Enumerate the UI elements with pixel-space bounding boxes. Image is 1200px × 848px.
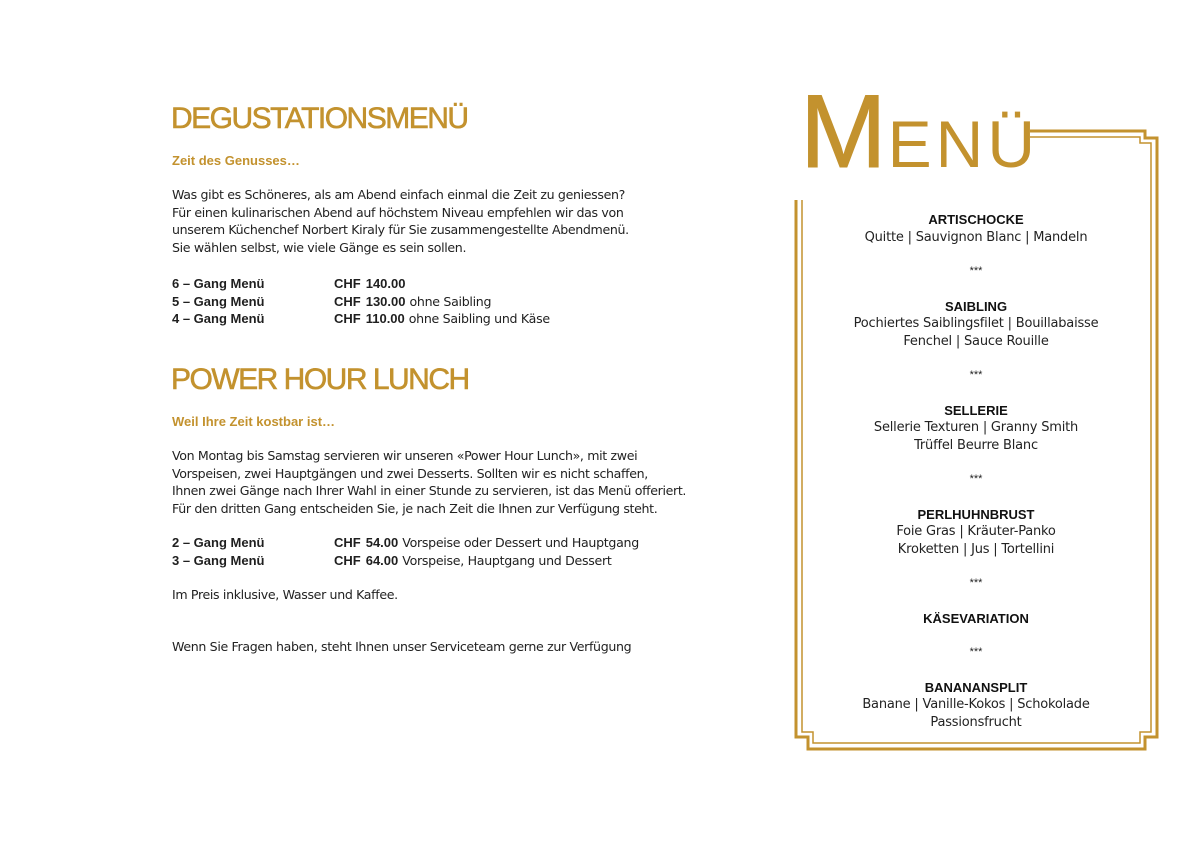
course-separator: *** [969, 646, 983, 658]
course-description: Pochiertes Saiblingsfilet | Bouillabaisse [853, 316, 1099, 331]
degustation-title: DEGUSTATIONSMENÜ [171, 102, 468, 135]
price-name: 5 – Gang Menü [172, 293, 265, 309]
paragraph-line: Für einen kulinarischen Abend auf höchstem Niveau empfehlen wir das von [172, 204, 624, 220]
paragraph-line: Ihnen zwei Gänge nach Ihrer Wahl in einer Stunde zu servieren, ist das Menü offeriert. [172, 483, 687, 499]
price-currency: CHF [334, 552, 361, 568]
price-note: ohne Saibling und Käse [408, 311, 550, 327]
paragraph-line: unserem Küchenchef Norbert Kiraly für Sie zusammengestellte Abendmenü. [172, 222, 629, 238]
course-description: Trüffel Beurre Blanc [914, 437, 1038, 453]
lunch-subtitle: Weil Ihre Zeit kostbar ist… [172, 414, 336, 429]
paragraph-line: Von Montag bis Samstag servieren wir unseren «Power Hour Lunch», mit zwei [172, 448, 638, 463]
course-separator: *** [969, 369, 983, 381]
course-item [806, 298, 1146, 351]
price-name: 2 – Gang Menü [172, 535, 265, 550]
course-name: ARTISCHOCKE [928, 212, 1024, 227]
paragraph-line: Für den dritten Gang entscheiden Sie, je nach Zeit die Ihnen zur Verfügung steht. [172, 500, 658, 516]
price-row [172, 310, 550, 328]
price-currency: CHF [334, 311, 361, 327]
questions-note [172, 638, 631, 656]
price-currency: CHF [334, 293, 361, 309]
lunch-price-list [172, 534, 639, 569]
degustation-price-list [172, 275, 550, 328]
price-row [172, 534, 639, 552]
course-item [806, 506, 1146, 559]
paragraph-line: Was gibt es Schöneres, als am Abend einfach einmal die Zeit zu geniessen? [172, 187, 625, 202]
price-row [172, 275, 550, 293]
course-name: BANANANSPLIT [924, 679, 1028, 695]
price-amount: 64.00 [365, 552, 399, 568]
course-item [806, 402, 1146, 455]
price-row [172, 552, 639, 570]
price-note: Vorspeise, Hauptgang und Dessert [402, 552, 612, 568]
degustation-paragraph [172, 186, 629, 256]
price-currency: CHF [334, 535, 361, 550]
course-description: Sellerie Texturen | Granny Smith [873, 420, 1079, 435]
price-amount: 140.00 [365, 276, 406, 291]
questions-text: Wenn Sie Fragen haben, steht Ihnen unser Serviceteam gerne zur Verfügung [172, 639, 632, 654]
course-item [806, 679, 1146, 732]
course-name: PERLHUHNBRUST [917, 506, 1035, 522]
course-separator: *** [969, 265, 983, 277]
price-row [172, 293, 550, 311]
course-name: SAIBLING [944, 298, 1008, 314]
course-separator: *** [969, 577, 983, 589]
price-name: 3 – Gang Menü [172, 552, 265, 568]
course-item [806, 610, 1146, 628]
course-separator: *** [969, 473, 983, 485]
course-description: Quitte | Sauvignon Blanc | Mandeln [864, 229, 1088, 245]
paragraph-line: Sie wählen selbst, wie viele Gänge es sein sollen. [172, 239, 467, 255]
menu-title [800, 74, 1039, 190]
price-note: ohne Saibling [409, 293, 492, 309]
price-note: Vorspeise oder Dessert und Hauptgang [402, 535, 639, 550]
course-item [806, 211, 1146, 246]
price-currency: CHF [334, 276, 361, 291]
course-description: Kroketten | Jus | Tortellini [897, 541, 1055, 557]
paragraph-line: Vorspeisen, zwei Hauptgängen und zwei Desserts. Sollten wir es nicht schaffen, [172, 465, 648, 481]
price-name: 6 – Gang Menü [172, 276, 265, 291]
course-description: Banane | Vanille-Kokos | Schokolade [862, 697, 1090, 712]
menu-title-rest: ENÜ [887, 107, 1039, 181]
course-description: Foie Gras | Kräuter-Panko [896, 524, 1056, 539]
menu-course-list [806, 211, 1146, 731]
lunch-title: POWER HOUR LUNCH [171, 363, 469, 396]
price-amount: 130.00 [365, 293, 406, 309]
degustation-subtitle: Zeit des Genusses… [172, 153, 300, 168]
course-name: SELLERIE [944, 402, 1008, 418]
price-name: 4 – Gang Menü [172, 311, 265, 327]
inclusive-text: Im Preis inklusive, Wasser und Kaffee. [172, 587, 398, 602]
inclusive-note [172, 586, 398, 604]
course-name: KÄSEVARIATION [923, 610, 1029, 626]
price-amount: 54.00 [365, 535, 399, 550]
price-amount: 110.00 [365, 311, 405, 327]
course-description: Fenchel | Sauce Rouille [903, 333, 1049, 349]
menu-title-initial: M [800, 74, 888, 190]
lunch-paragraph [172, 447, 686, 517]
course-description: Passionsfrucht [930, 714, 1022, 730]
